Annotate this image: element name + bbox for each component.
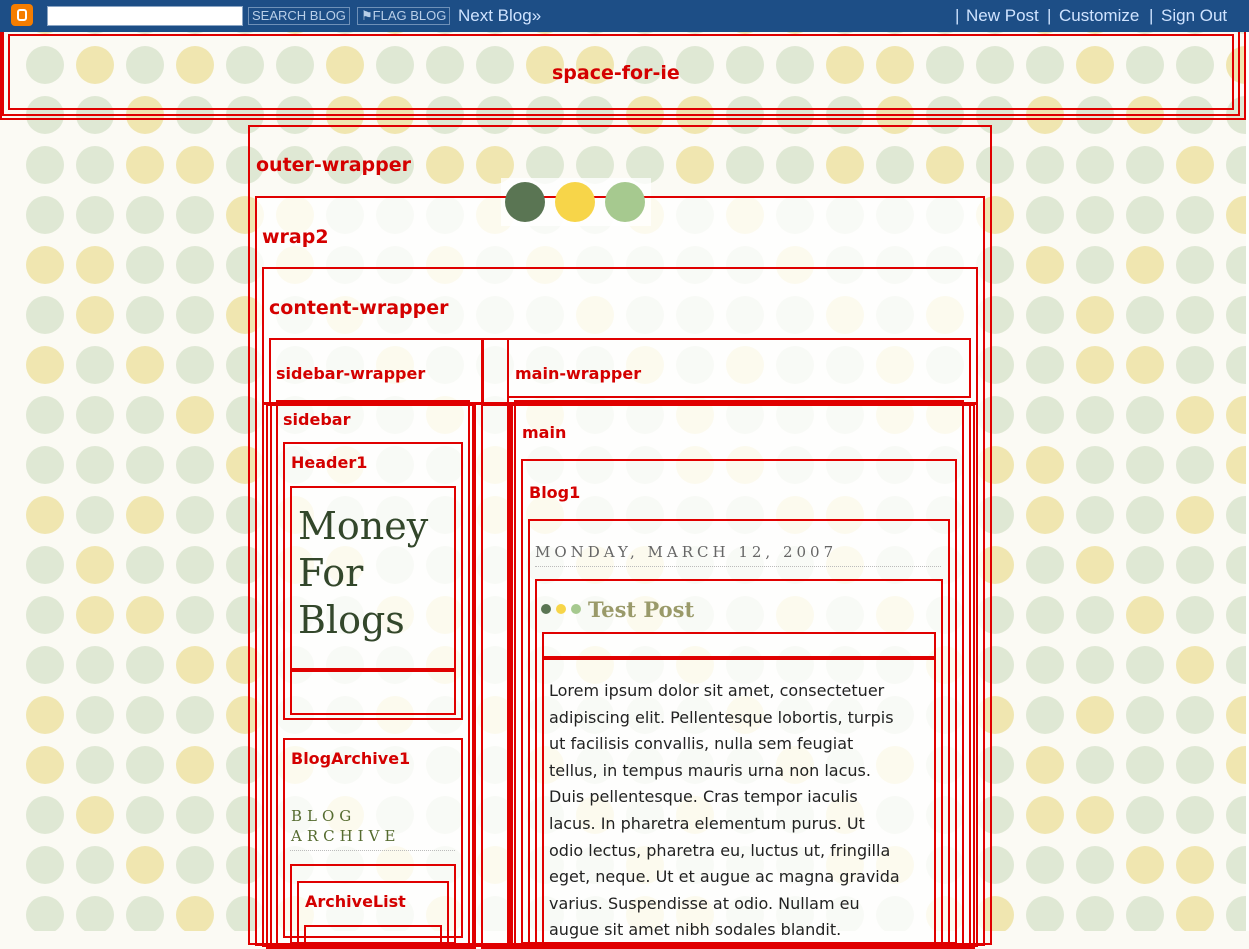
post-title[interactable]: Test Post bbox=[588, 597, 695, 622]
background-dot bbox=[126, 646, 164, 684]
background-dot bbox=[1076, 746, 1114, 784]
search-blog-input[interactable] bbox=[47, 6, 243, 26]
background-dot bbox=[1076, 296, 1114, 334]
customize-link[interactable]: Customize bbox=[1059, 6, 1140, 25]
blog-archive-title-line: ARCHIVE bbox=[291, 827, 401, 845]
background-dot bbox=[26, 846, 64, 884]
background-dot bbox=[126, 796, 164, 834]
background-dot bbox=[1026, 346, 1064, 384]
background-dot bbox=[1026, 246, 1064, 284]
background-dot bbox=[176, 296, 214, 334]
nav-separator: | bbox=[1047, 6, 1052, 25]
background-dot bbox=[1126, 696, 1164, 734]
post-body-line: varius. Suspendisse at odio. Nullam eu bbox=[549, 893, 860, 913]
background-dot bbox=[176, 496, 214, 534]
sign-out-link[interactable]: Sign Out bbox=[1161, 6, 1228, 25]
background-dot bbox=[76, 646, 114, 684]
background-dot bbox=[1176, 146, 1214, 184]
header-description-box bbox=[290, 668, 456, 715]
archive-list-label: ArchiveList bbox=[305, 892, 406, 911]
flag-blog-button[interactable]: ⚑FLAG BLOG bbox=[357, 7, 450, 25]
background-dot bbox=[126, 596, 164, 634]
dark-green-dot bbox=[505, 182, 545, 222]
background-dot bbox=[26, 896, 64, 931]
background-dot bbox=[1176, 446, 1214, 484]
background-dot bbox=[26, 546, 64, 584]
background-dot bbox=[1126, 196, 1164, 234]
background-dot bbox=[76, 346, 114, 384]
background-dot bbox=[1176, 546, 1214, 584]
background-dot bbox=[76, 246, 114, 284]
background-dot bbox=[76, 896, 114, 931]
blog-title-line: Money bbox=[298, 504, 429, 548]
background-dot bbox=[26, 796, 64, 834]
blog-title[interactable] bbox=[298, 503, 428, 644]
background-dot bbox=[1026, 146, 1064, 184]
post-date-header: MONDAY, MARCH 12, 2007 bbox=[535, 543, 838, 561]
blog1-label: Blog1 bbox=[529, 483, 581, 502]
blogger-navbar bbox=[0, 0, 1249, 32]
background-dot bbox=[1026, 746, 1064, 784]
background-dot bbox=[1126, 846, 1164, 884]
background-dot bbox=[1176, 396, 1214, 434]
background-dot bbox=[26, 746, 64, 784]
post-body-line: tellus, in tempus mauris urna non lacus. bbox=[549, 760, 871, 780]
outer-wrapper-label: outer-wrapper bbox=[256, 154, 412, 176]
background-dot bbox=[76, 746, 114, 784]
next-blog-link[interactable]: Next Blog» bbox=[458, 6, 542, 25]
background-dot bbox=[126, 746, 164, 784]
background-dot bbox=[126, 496, 164, 534]
background-dot bbox=[1176, 896, 1214, 931]
background-dot bbox=[1026, 796, 1064, 834]
background-dot bbox=[76, 296, 114, 334]
background-dot bbox=[76, 596, 114, 634]
background-dot bbox=[1026, 296, 1064, 334]
background-dot bbox=[76, 846, 114, 884]
background-dot bbox=[1126, 746, 1164, 784]
background-dot bbox=[1026, 846, 1064, 884]
post-body-line: odio lectus, pharetra eu, luctus ut, fringilla bbox=[549, 840, 891, 860]
background-dot bbox=[126, 546, 164, 584]
background-dot bbox=[1176, 596, 1214, 634]
background-dot bbox=[1176, 246, 1214, 284]
background-dot bbox=[126, 146, 164, 184]
background-dot bbox=[76, 546, 114, 584]
background-dot bbox=[1126, 446, 1164, 484]
background-dot bbox=[1126, 796, 1164, 834]
background-dot bbox=[176, 196, 214, 234]
date-header-rule bbox=[535, 566, 941, 567]
header-dots-decoration bbox=[501, 178, 651, 226]
background-dot bbox=[126, 446, 164, 484]
background-dot bbox=[1126, 296, 1164, 334]
archive-list-inner-box bbox=[304, 925, 442, 945]
background-dot bbox=[1026, 396, 1064, 434]
header1-label: Header1 bbox=[291, 453, 368, 472]
background-dot bbox=[126, 196, 164, 234]
background-dot bbox=[26, 346, 64, 384]
background-dot bbox=[176, 896, 214, 931]
background-dot bbox=[176, 396, 214, 434]
background-dot bbox=[1176, 346, 1214, 384]
spacer-box bbox=[481, 338, 509, 404]
background-dot bbox=[176, 546, 214, 584]
background-dot bbox=[1176, 496, 1214, 534]
background-dot bbox=[76, 696, 114, 734]
background-dot bbox=[26, 146, 64, 184]
nav-separator: | bbox=[955, 6, 960, 25]
post-body bbox=[549, 678, 900, 944]
background-dot bbox=[1076, 846, 1114, 884]
background-dot bbox=[26, 646, 64, 684]
background-dot bbox=[176, 346, 214, 384]
content-wrapper-label: content-wrapper bbox=[269, 297, 449, 319]
background-dot bbox=[26, 196, 64, 234]
background-dot bbox=[126, 296, 164, 334]
background-dot bbox=[1026, 546, 1064, 584]
background-dot bbox=[1176, 846, 1214, 884]
blog-title-line: Blogs bbox=[298, 598, 405, 642]
background-dot bbox=[76, 396, 114, 434]
archive-title-rule bbox=[290, 850, 455, 851]
post-body-line: lacus. In pharetra elementum purus. Ut bbox=[549, 813, 865, 833]
background-dot bbox=[1076, 496, 1114, 534]
background-dot bbox=[26, 596, 64, 634]
background-dot bbox=[26, 696, 64, 734]
background-dot bbox=[1076, 196, 1114, 234]
background-dot bbox=[1026, 596, 1064, 634]
background-dot bbox=[176, 446, 214, 484]
background-dot bbox=[1126, 896, 1164, 931]
background-dot bbox=[76, 496, 114, 534]
background-dot bbox=[1076, 646, 1114, 684]
background-dot bbox=[1076, 596, 1114, 634]
background-dot bbox=[1126, 396, 1164, 434]
sidebar-label: sidebar bbox=[283, 410, 351, 429]
background-dot bbox=[26, 246, 64, 284]
background-dot bbox=[1126, 596, 1164, 634]
background-dot bbox=[1076, 396, 1114, 434]
background-dot bbox=[76, 196, 114, 234]
background-dot bbox=[1176, 646, 1214, 684]
background-dot bbox=[26, 296, 64, 334]
background-dot bbox=[176, 846, 214, 884]
background-dot bbox=[1026, 196, 1064, 234]
background-dot bbox=[1126, 546, 1164, 584]
background-dot bbox=[26, 446, 64, 484]
background-dot bbox=[176, 596, 214, 634]
background-dot bbox=[126, 396, 164, 434]
post-body-line: augue sit amet nibh sodales blandit. bbox=[549, 920, 842, 940]
background-dot bbox=[1126, 146, 1164, 184]
background-dot bbox=[176, 796, 214, 834]
yellow-dot bbox=[555, 182, 595, 222]
background-dot bbox=[1076, 896, 1114, 931]
wrap2-label: wrap2 bbox=[262, 226, 329, 248]
background-dot bbox=[1126, 496, 1164, 534]
post-body-line: Duis pellentesque. Cras tempor iaculis bbox=[549, 787, 858, 807]
sidebar-wrapper-label: sidebar-wrapper bbox=[276, 364, 426, 383]
background-dot bbox=[126, 896, 164, 931]
main-label: main bbox=[522, 423, 567, 442]
post-title-dots-icon bbox=[540, 602, 586, 616]
background-dot bbox=[1126, 346, 1164, 384]
background-dot bbox=[126, 346, 164, 384]
background-dot bbox=[1076, 346, 1114, 384]
main-wrapper-label: main-wrapper bbox=[515, 364, 642, 383]
background-dot bbox=[26, 496, 64, 534]
blog-title-line: For bbox=[298, 551, 364, 595]
post-body-line: ut facilisis convallis, nulla sem feugiat bbox=[549, 734, 854, 754]
background-dot bbox=[126, 246, 164, 284]
spacer-column-box bbox=[481, 404, 509, 949]
background-dot bbox=[26, 396, 64, 434]
blog-archive-title bbox=[291, 806, 400, 846]
background-dot bbox=[1126, 646, 1164, 684]
post-body-line: Lorem ipsum dolor sit amet, consectetuer bbox=[549, 681, 885, 700]
background-dot bbox=[76, 146, 114, 184]
blog-archive-title-line: BLOG bbox=[291, 807, 357, 825]
background-dot bbox=[1026, 646, 1064, 684]
background-dot bbox=[1026, 446, 1064, 484]
background-dot bbox=[76, 446, 114, 484]
background-dot bbox=[176, 246, 214, 284]
new-post-link[interactable]: New Post bbox=[966, 6, 1039, 25]
post-body-line: eget, neque. Ut et augue ac magna gravida bbox=[549, 867, 900, 887]
nav-separator: | bbox=[1149, 6, 1154, 25]
background-dot bbox=[1076, 696, 1114, 734]
blog-archive1-label: BlogArchive1 bbox=[291, 749, 411, 768]
search-blog-button[interactable]: SEARCH BLOG bbox=[248, 7, 350, 25]
background-dot bbox=[1126, 246, 1164, 284]
background-dot bbox=[176, 646, 214, 684]
post-body-line: adipiscing elit. Pellentesque lobortis, turpis bbox=[549, 707, 894, 727]
background-dot bbox=[126, 696, 164, 734]
background-dot bbox=[1076, 446, 1114, 484]
background-dot bbox=[1026, 696, 1064, 734]
background-dot bbox=[1026, 496, 1064, 534]
background-dot bbox=[1176, 746, 1214, 784]
light-green-dot bbox=[605, 182, 645, 222]
background-dot bbox=[1026, 896, 1064, 931]
background-dot bbox=[1076, 796, 1114, 834]
background-dot bbox=[1176, 296, 1214, 334]
background-dot bbox=[176, 146, 214, 184]
background-dot bbox=[176, 696, 214, 734]
background-dot bbox=[76, 796, 114, 834]
background-dot bbox=[1176, 196, 1214, 234]
background-dot bbox=[126, 846, 164, 884]
space-for-ie-label: space-for-ie bbox=[552, 62, 680, 84]
blogger-logo-icon[interactable] bbox=[11, 4, 33, 26]
background-dot bbox=[176, 746, 214, 784]
background-dot bbox=[1176, 796, 1214, 834]
background-dot bbox=[1076, 246, 1114, 284]
background-dot bbox=[1176, 696, 1214, 734]
background-dot bbox=[1076, 146, 1114, 184]
background-dot bbox=[1076, 546, 1114, 584]
